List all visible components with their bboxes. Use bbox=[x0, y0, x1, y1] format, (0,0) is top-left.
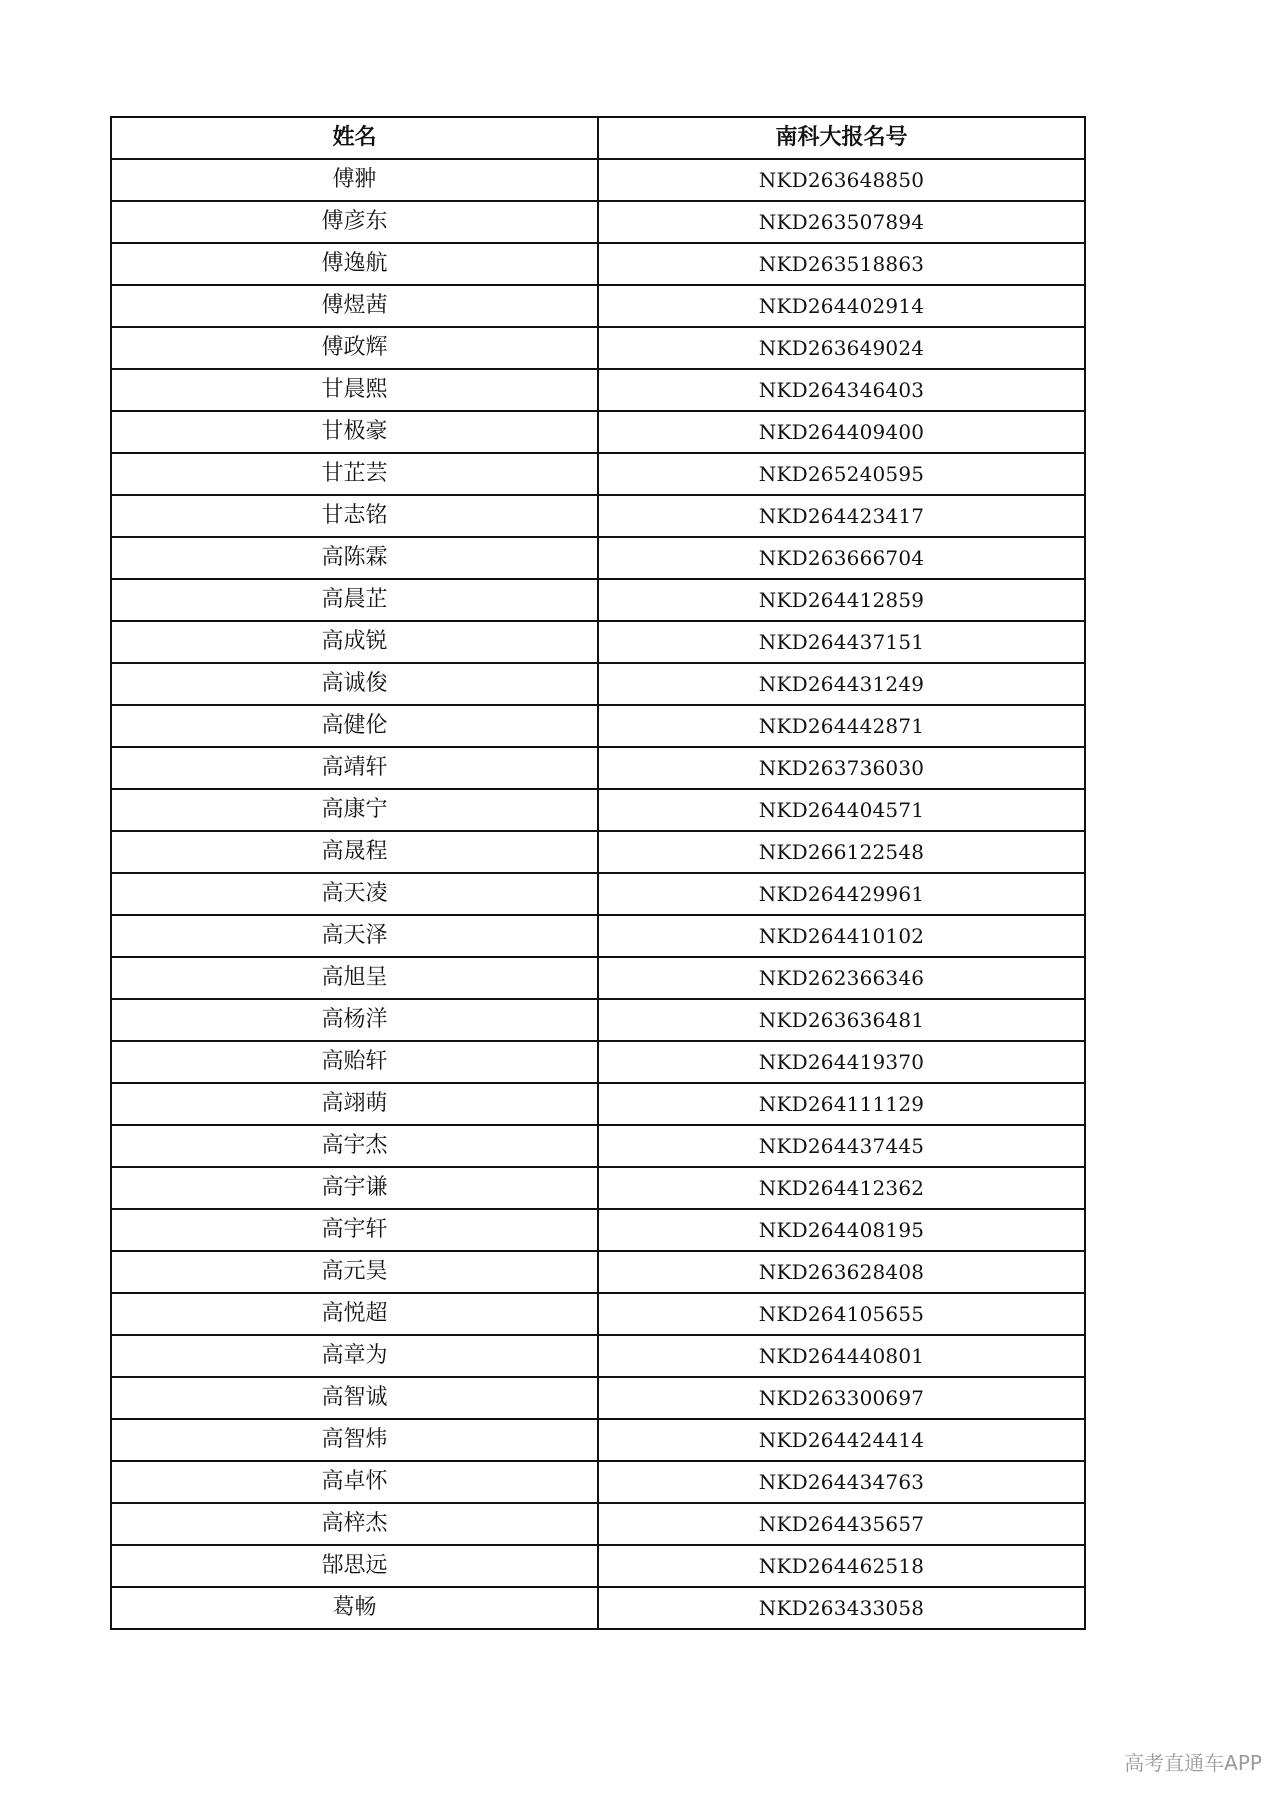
table-row bbox=[111, 747, 1085, 789]
table-row bbox=[111, 369, 1085, 411]
registration-number: NKD264431249 bbox=[598, 663, 1085, 705]
table-row bbox=[111, 243, 1085, 285]
table-row bbox=[111, 495, 1085, 537]
student-name: 高晟程 bbox=[111, 831, 598, 873]
table-row bbox=[111, 873, 1085, 915]
registration-number: NKD263666704 bbox=[598, 537, 1085, 579]
registration-number: NKD264408195 bbox=[598, 1209, 1085, 1251]
registration-number: NKD263300697 bbox=[598, 1377, 1085, 1419]
student-name: 高杨洋 bbox=[111, 999, 598, 1041]
student-name: 高元昊 bbox=[111, 1251, 598, 1293]
registration-number: NKD264412362 bbox=[598, 1167, 1085, 1209]
table-row bbox=[111, 159, 1085, 201]
registration-number: NKD264435657 bbox=[598, 1503, 1085, 1545]
registration-number: NKD263636481 bbox=[598, 999, 1085, 1041]
registration-number: NKD264429961 bbox=[598, 873, 1085, 915]
registration-number: NKD264346403 bbox=[598, 369, 1085, 411]
student-name: 高诚俊 bbox=[111, 663, 598, 705]
table-row bbox=[111, 957, 1085, 999]
table-row bbox=[111, 1335, 1085, 1377]
roster-table bbox=[110, 116, 1086, 1630]
student-name: 高宇谦 bbox=[111, 1167, 598, 1209]
registration-number: NKD264440801 bbox=[598, 1335, 1085, 1377]
student-name: 高天泽 bbox=[111, 915, 598, 957]
student-name: 傅逸航 bbox=[111, 243, 598, 285]
registration-number: NKD264424414 bbox=[598, 1419, 1085, 1461]
registration-number: NKD264409400 bbox=[598, 411, 1085, 453]
student-name: 高晨芷 bbox=[111, 579, 598, 621]
table-row bbox=[111, 1083, 1085, 1125]
column-header-registration-number: 南科大报名号 bbox=[598, 117, 1085, 159]
registration-number: NKD264434763 bbox=[598, 1461, 1085, 1503]
student-name: 高卓怀 bbox=[111, 1461, 598, 1503]
table-row bbox=[111, 999, 1085, 1041]
registration-number: NKD263649024 bbox=[598, 327, 1085, 369]
table-row bbox=[111, 1125, 1085, 1167]
student-name: 郜思远 bbox=[111, 1545, 598, 1587]
registration-number: NKD265240595 bbox=[598, 453, 1085, 495]
table-row bbox=[111, 579, 1085, 621]
registration-number: NKD263628408 bbox=[598, 1251, 1085, 1293]
registration-number: NKD264105655 bbox=[598, 1293, 1085, 1335]
student-name: 高健伦 bbox=[111, 705, 598, 747]
table-row bbox=[111, 201, 1085, 243]
student-name: 甘志铭 bbox=[111, 495, 598, 537]
registration-number: NKD264442871 bbox=[598, 705, 1085, 747]
roster-body bbox=[111, 159, 1085, 1629]
table-row bbox=[111, 915, 1085, 957]
registration-number: NKD264437445 bbox=[598, 1125, 1085, 1167]
registration-number: NKD264423417 bbox=[598, 495, 1085, 537]
table-row bbox=[111, 1293, 1085, 1335]
student-name: 高陈霖 bbox=[111, 537, 598, 579]
student-name: 高宇杰 bbox=[111, 1125, 598, 1167]
table-row bbox=[111, 327, 1085, 369]
registration-number: NKD263433058 bbox=[598, 1587, 1085, 1629]
student-name: 傅翀 bbox=[111, 159, 598, 201]
table-row bbox=[111, 663, 1085, 705]
table-row bbox=[111, 1377, 1085, 1419]
student-name: 高悦超 bbox=[111, 1293, 598, 1335]
registration-number: NKD263518863 bbox=[598, 243, 1085, 285]
student-name: 高靖轩 bbox=[111, 747, 598, 789]
student-name: 高梓杰 bbox=[111, 1503, 598, 1545]
registration-number: NKD264419370 bbox=[598, 1041, 1085, 1083]
registration-number: NKD264462518 bbox=[598, 1545, 1085, 1587]
table-row bbox=[111, 831, 1085, 873]
student-name: 高贻轩 bbox=[111, 1041, 598, 1083]
student-name: 甘晨熙 bbox=[111, 369, 598, 411]
table-row bbox=[111, 1545, 1085, 1587]
table-row bbox=[111, 411, 1085, 453]
table-row bbox=[111, 1419, 1085, 1461]
table-row bbox=[111, 789, 1085, 831]
student-name: 傅政辉 bbox=[111, 327, 598, 369]
student-name: 高天凌 bbox=[111, 873, 598, 915]
watermark: 高考直通车APP bbox=[1124, 1751, 1262, 1775]
registration-number: NKD264111129 bbox=[598, 1083, 1085, 1125]
student-name: 高智炜 bbox=[111, 1419, 598, 1461]
registration-number: NKD264402914 bbox=[598, 285, 1085, 327]
column-header-name: 姓名 bbox=[111, 117, 598, 159]
table-row bbox=[111, 1167, 1085, 1209]
registration-number: NKD263507894 bbox=[598, 201, 1085, 243]
table-row bbox=[111, 1587, 1085, 1629]
student-name: 高康宁 bbox=[111, 789, 598, 831]
student-name: 高成锐 bbox=[111, 621, 598, 663]
registration-number: NKD266122548 bbox=[598, 831, 1085, 873]
student-name: 高翊萌 bbox=[111, 1083, 598, 1125]
student-name: 高章为 bbox=[111, 1335, 598, 1377]
student-name: 甘芷芸 bbox=[111, 453, 598, 495]
table-row bbox=[111, 537, 1085, 579]
registration-number: NKD263736030 bbox=[598, 747, 1085, 789]
header-row bbox=[111, 117, 1085, 159]
table-row bbox=[111, 285, 1085, 327]
registration-number: NKD263648850 bbox=[598, 159, 1085, 201]
registration-number: NKD264437151 bbox=[598, 621, 1085, 663]
registration-number: NKD262366346 bbox=[598, 957, 1085, 999]
table-row bbox=[111, 1503, 1085, 1545]
registration-number: NKD264404571 bbox=[598, 789, 1085, 831]
student-name: 高智诚 bbox=[111, 1377, 598, 1419]
student-name: 高宇轩 bbox=[111, 1209, 598, 1251]
table-row bbox=[111, 1251, 1085, 1293]
registration-number: NKD264410102 bbox=[598, 915, 1085, 957]
table-row bbox=[111, 1209, 1085, 1251]
student-name: 甘极豪 bbox=[111, 411, 598, 453]
table-row bbox=[111, 1041, 1085, 1083]
student-name: 葛畅 bbox=[111, 1587, 598, 1629]
table-row bbox=[111, 705, 1085, 747]
student-name: 傅彦东 bbox=[111, 201, 598, 243]
student-name: 傅煜茜 bbox=[111, 285, 598, 327]
table-row bbox=[111, 621, 1085, 663]
table-row bbox=[111, 453, 1085, 495]
registration-number: NKD264412859 bbox=[598, 579, 1085, 621]
table-row bbox=[111, 1461, 1085, 1503]
student-name: 高旭呈 bbox=[111, 957, 598, 999]
